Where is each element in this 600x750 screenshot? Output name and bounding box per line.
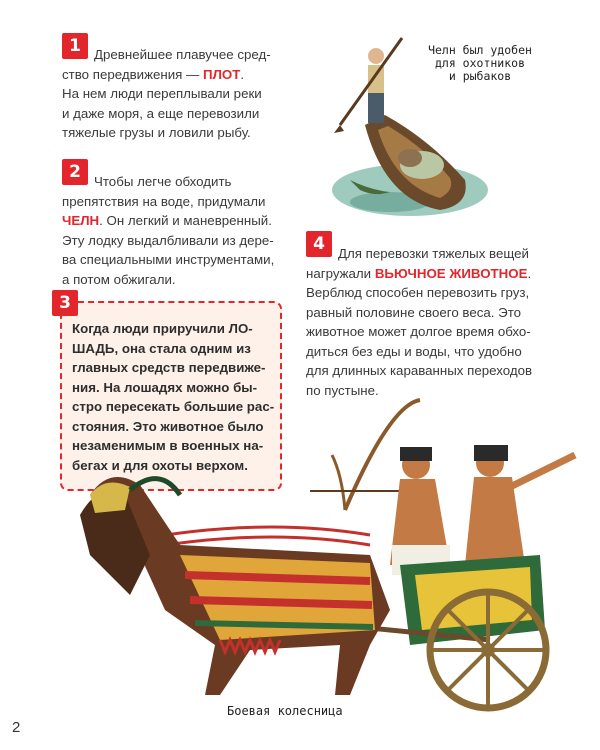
section-2-text-after: . Он легкий и маневренный. Эту лодку выдалбливали из дере- ва специальными инструментами, а потом обжигали. xyxy=(62,213,275,287)
section-2-highlight: ЧЕЛН xyxy=(62,213,100,228)
section-1-text xyxy=(62,45,337,143)
section-2-number: 2 xyxy=(62,159,88,185)
chariot-illustration xyxy=(70,395,590,715)
boat-caption: Челн был удобен для охотников и рыбаков xyxy=(428,43,532,83)
section-2-text xyxy=(62,172,337,289)
section-4-text-before: Для перевозки тяжелых вещей нагружали xyxy=(306,246,529,281)
section-1-text-after: . На нем люди переплывали реки и даже моря, а еще перевозили тяжелые грузы и ловили рыбу. xyxy=(62,66,262,140)
section-2-text-before: Чтобы легче обходить препятствия на воде, придумали xyxy=(62,174,266,209)
page-number: 2 xyxy=(12,719,21,736)
section-3-number: 3 xyxy=(52,290,78,316)
section-3-text: Когда люди приручили ЛО- ШАДЬ, она стала одним из главных средств передвиже- ния. На лошадях можно бы- стро пересекать большие рас- стояния. Это животное было незаменимым в военных на- бегах и для охоты верхом. xyxy=(72,321,275,473)
section-4-highlight: ВЬЮЧНОЕ ЖИВОТНОЕ xyxy=(374,265,528,281)
section-4-text-after: . Верблюд способен перевозить груз, равный половине своего веса. Это животное может долгое время обхо- диться без еды и воды, что удобно для длинных караванных переходов по пустыне. xyxy=(306,265,533,398)
chariot-caption: Боевая колесница xyxy=(227,704,343,718)
section-4-text xyxy=(306,244,596,400)
section-1-highlight: ПЛОТ xyxy=(203,66,241,82)
section-1-text-before: Древнейшее плавучее сред- ство передвижения — xyxy=(62,47,271,82)
section-1-number: 1 xyxy=(62,33,88,59)
section-4-number: 4 xyxy=(306,231,332,257)
